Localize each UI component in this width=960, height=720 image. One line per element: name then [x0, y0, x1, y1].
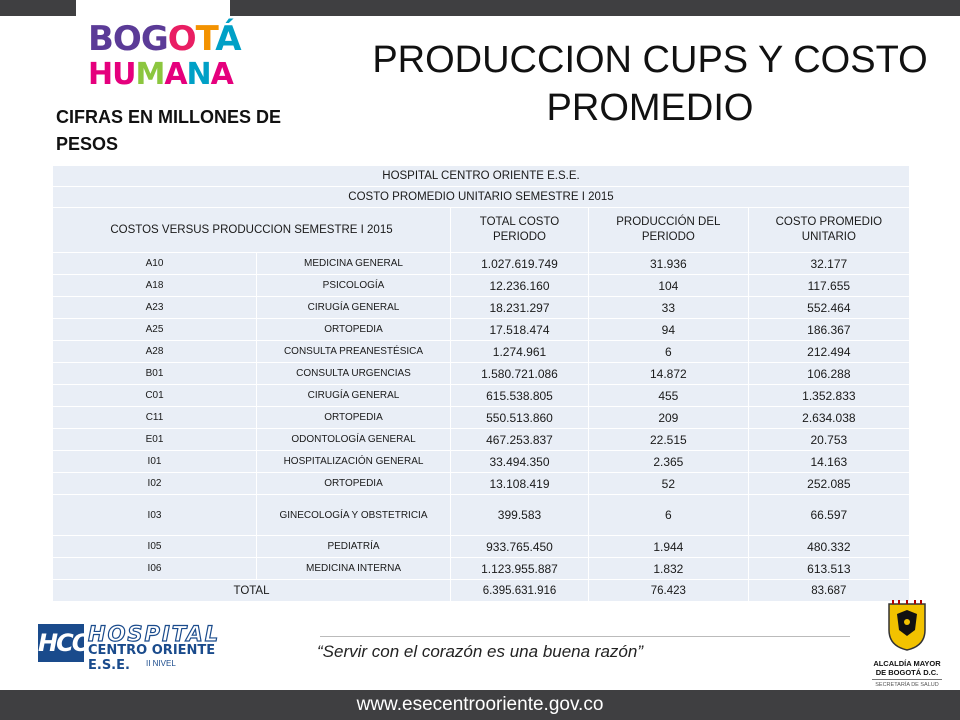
- row-total-cost: 1.027.619.749: [451, 253, 589, 275]
- crest-icon: [885, 600, 929, 652]
- row-production: 1.832: [588, 558, 748, 580]
- table-row: [53, 536, 910, 558]
- slogan-divider: [320, 636, 850, 637]
- row-production: 52: [588, 473, 748, 495]
- row-total-cost: 33.494.350: [451, 451, 589, 473]
- row-avg-cost: 66.597: [748, 495, 909, 536]
- row-avg-cost: 20.753: [748, 429, 909, 451]
- website-url: www.esecentrooriente.gov.co: [356, 694, 604, 715]
- alcaldia-line-2: DE BOGOTÁ D.C.: [875, 668, 939, 677]
- row-avg-cost: 2.634.038: [748, 407, 909, 429]
- row-production: 6: [588, 495, 748, 536]
- hospital-logo: [38, 620, 248, 673]
- row-service: ORTOPEDIA: [257, 473, 451, 495]
- row-service: ORTOPEDIA: [257, 407, 451, 429]
- table-row: [53, 319, 910, 341]
- slogan: “Servir con el corazón es una buena razón”: [316, 642, 643, 661]
- table-title: HOSPITAL CENTRO ORIENTE E.S.E.: [53, 166, 910, 187]
- row-avg-cost: 613.513: [748, 558, 909, 580]
- table-row: [53, 385, 910, 407]
- row-code: A10: [53, 253, 257, 275]
- logo-line-1: BOGOTÁ: [88, 19, 241, 59]
- row-service: ORTOPEDIA: [257, 319, 451, 341]
- table-row: [53, 363, 910, 385]
- row-avg-cost: 32.177: [748, 253, 909, 275]
- table-row: [53, 429, 910, 451]
- row-code: I05: [53, 536, 257, 558]
- row-service: CIRUGÍA GENERAL: [257, 385, 451, 407]
- row-code: A18: [53, 275, 257, 297]
- row-avg-cost: 14.163: [748, 451, 909, 473]
- row-production: 31.936: [588, 253, 748, 275]
- table-row: [53, 297, 910, 319]
- table-row: [53, 341, 910, 363]
- alcaldia-line-3: SECRETARÍA DE SALUD: [872, 679, 942, 690]
- row-code: C11: [53, 407, 257, 429]
- table-row: [53, 275, 910, 297]
- header-production: PRODUCCIÓN DEL PERIODO: [588, 208, 748, 253]
- row-production: 33: [588, 297, 748, 319]
- row-service: PSICOLOGÍA: [257, 275, 451, 297]
- row-total-cost: 17.518.474: [451, 319, 589, 341]
- row-code: I02: [53, 473, 257, 495]
- table-row: [53, 253, 910, 275]
- row-total-cost: 615.538.805: [451, 385, 589, 407]
- row-service: MEDICINA INTERNA: [257, 558, 451, 580]
- row-avg-cost: 252.085: [748, 473, 909, 495]
- row-production: 94: [588, 319, 748, 341]
- page-subtitle: CIFRAS EN MILLONES DE PESOS: [56, 107, 282, 154]
- header-total-cost: TOTAL COSTO PERIODO: [451, 208, 589, 253]
- row-service: CIRUGÍA GENERAL: [257, 297, 451, 319]
- row-avg-cost: 117.655: [748, 275, 909, 297]
- table-row: [53, 451, 910, 473]
- row-production: 2.365: [588, 451, 748, 473]
- row-production: 22.515: [588, 429, 748, 451]
- row-code: A25: [53, 319, 257, 341]
- bogota-humana-logo: [88, 19, 241, 102]
- row-avg-cost: 212.494: [748, 341, 909, 363]
- row-total-cost: 12.236.160: [451, 275, 589, 297]
- row-code: C01: [53, 385, 257, 407]
- row-service: PEDIATRÍA: [257, 536, 451, 558]
- row-service: HOSPITALIZACIÓN GENERAL: [257, 451, 451, 473]
- total-production: 76.423: [588, 580, 748, 602]
- row-avg-cost: 186.367: [748, 319, 909, 341]
- row-code: I01: [53, 451, 257, 473]
- alcaldia-line-1: ALCALDÍA MAYOR: [873, 659, 941, 668]
- row-total-cost: 550.513.860: [451, 407, 589, 429]
- row-production: 455: [588, 385, 748, 407]
- header-costs: COSTOS VERSUS PRODUCCION SEMESTRE I 2015: [53, 208, 451, 253]
- row-service: CONSULTA PREANESTÉSICA: [257, 341, 451, 363]
- row-total-cost: 1.123.955.887: [451, 558, 589, 580]
- table-row: [53, 473, 910, 495]
- row-total-cost: 467.253.837: [451, 429, 589, 451]
- row-total-cost: 933.765.450: [451, 536, 589, 558]
- row-service: GINECOLOGÍA Y OBSTETRICIA: [257, 495, 451, 536]
- top-bar-right: [230, 0, 960, 16]
- row-code: I06: [53, 558, 257, 580]
- row-service: CONSULTA URGENCIAS: [257, 363, 451, 385]
- total-cost: 6.395.631.916: [451, 580, 589, 602]
- row-production: 104: [588, 275, 748, 297]
- hospital-subname: CENTRO ORIENTE E.S.E.: [88, 643, 216, 673]
- row-code: I03: [53, 495, 257, 536]
- row-production: 209: [588, 407, 748, 429]
- total-label: TOTAL: [53, 580, 451, 602]
- table-row: [53, 495, 910, 536]
- table-row: [53, 558, 910, 580]
- footer-bar: [0, 690, 960, 720]
- row-total-cost: 1.274.961: [451, 341, 589, 363]
- total-row: [53, 580, 910, 602]
- row-production: 1.944: [588, 536, 748, 558]
- page-title: PRODUCCION CUPS Y COSTO PROMEDIO: [372, 39, 928, 129]
- row-code: E01: [53, 429, 257, 451]
- row-avg-cost: 552.464: [748, 297, 909, 319]
- row-total-cost: 18.231.297: [451, 297, 589, 319]
- alcaldia-crest: [872, 600, 942, 690]
- table-row: [53, 407, 910, 429]
- row-code: B01: [53, 363, 257, 385]
- hco-mark: HCO: [38, 624, 84, 662]
- hospital-level: II NIVEL: [146, 659, 176, 668]
- cost-table: [52, 165, 910, 602]
- row-production: 6: [588, 341, 748, 363]
- table-subtitle: COSTO PROMEDIO UNITARIO SEMESTRE I 2015: [53, 187, 910, 208]
- row-total-cost: 13.108.419: [451, 473, 589, 495]
- row-total-cost: 1.580.721.086: [451, 363, 589, 385]
- row-code: A28: [53, 341, 257, 363]
- row-code: A23: [53, 297, 257, 319]
- row-avg-cost: 480.332: [748, 536, 909, 558]
- row-service: MEDICINA GENERAL: [257, 253, 451, 275]
- top-bar-left: [0, 0, 76, 16]
- row-production: 14.872: [588, 363, 748, 385]
- row-total-cost: 399.583: [451, 495, 589, 536]
- row-avg-cost: 1.352.833: [748, 385, 909, 407]
- total-avg-cost: 83.687: [748, 580, 909, 602]
- header-avg-cost: COSTO PROMEDIO UNITARIO: [748, 208, 909, 253]
- logo-line-2: HUMANA: [88, 57, 233, 92]
- row-service: ODONTOLOGÍA GENERAL: [257, 429, 451, 451]
- row-avg-cost: 106.288: [748, 363, 909, 385]
- hospital-name: HOSPITAL: [88, 622, 221, 646]
